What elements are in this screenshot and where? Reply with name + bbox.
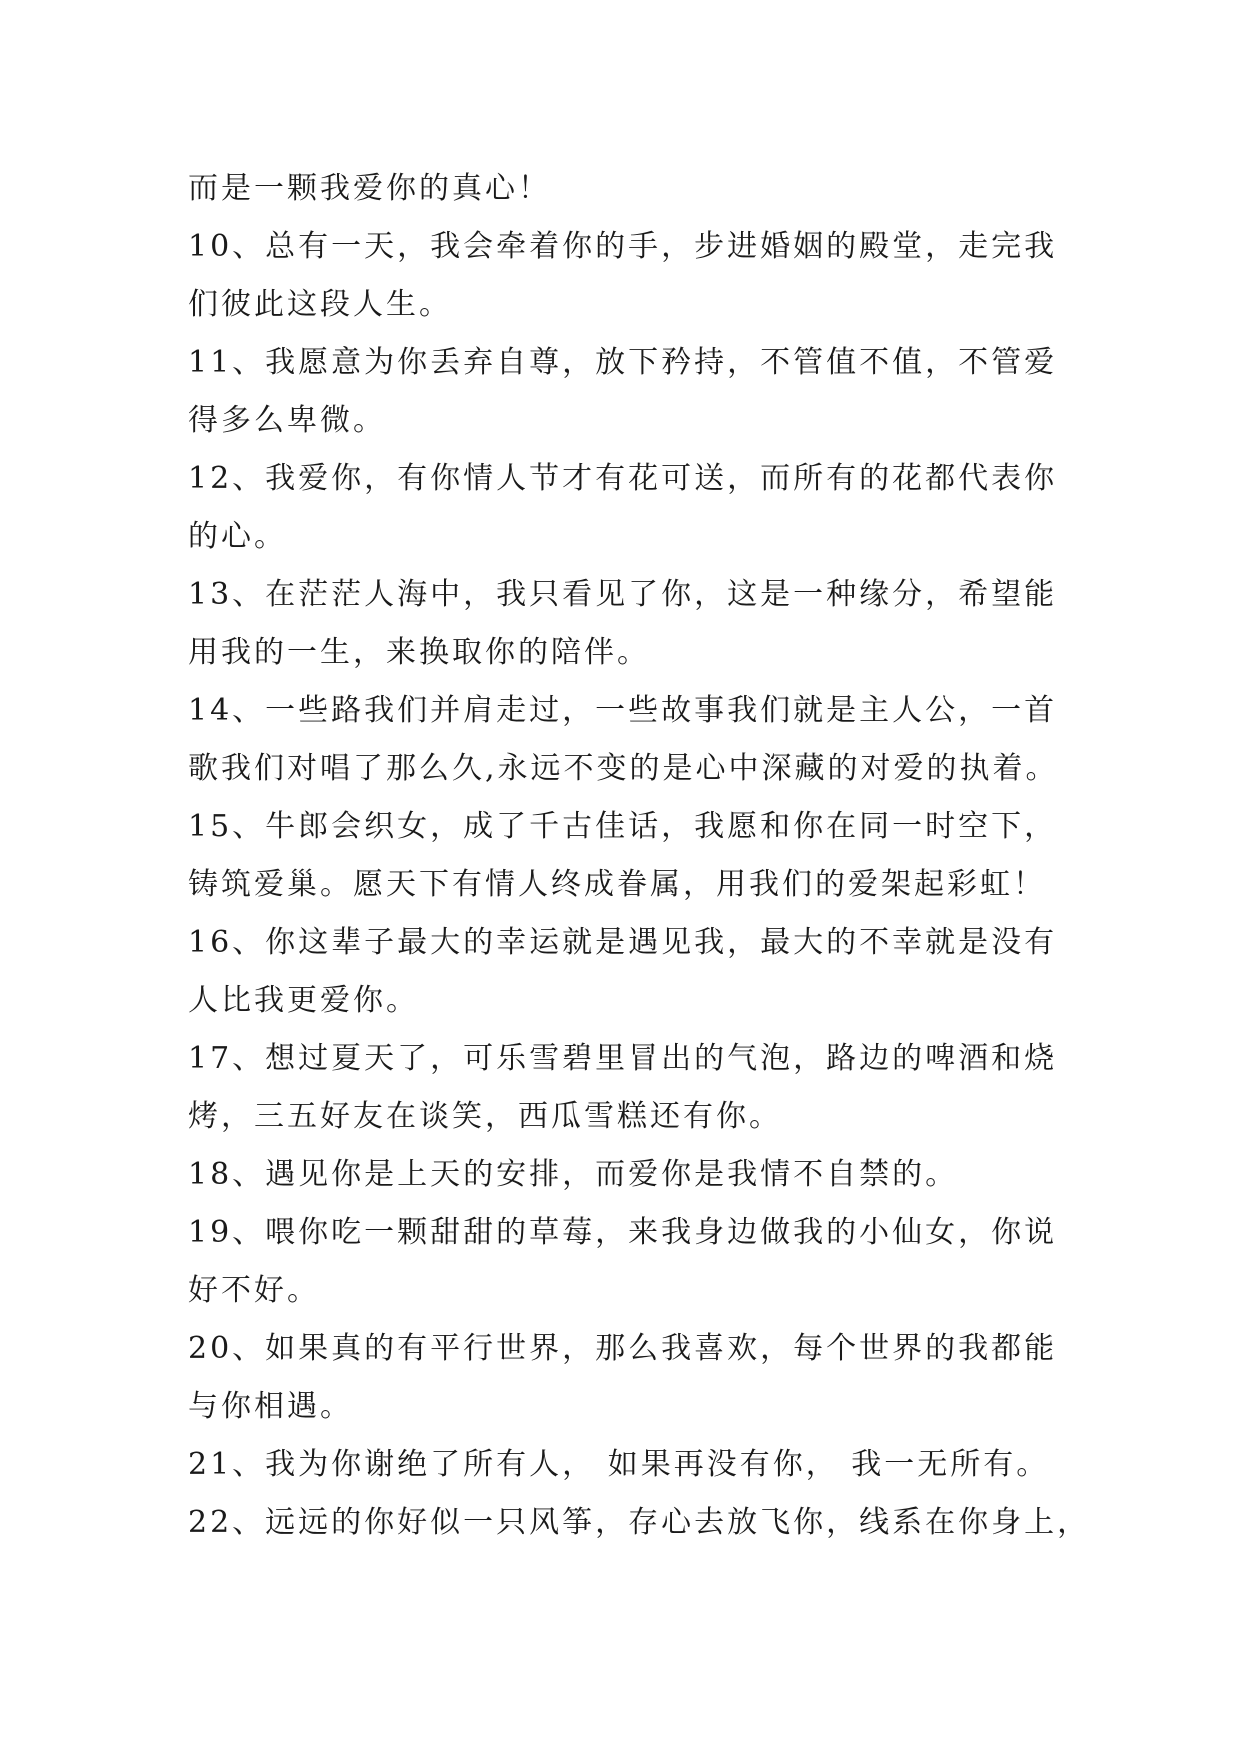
- text-line: 11、我愿意为你丢弃自尊，放下矜持，不管值不值，不管爱: [188, 345, 1058, 380]
- text-line: 19、喂你吃一颗甜甜的草莓，来我身边做我的小仙女，你说: [188, 1215, 1058, 1250]
- text-line: 人比我更爱你。: [188, 983, 419, 1018]
- text-line: 20、如果真的有平行世界，那么我喜欢，每个世界的我都能: [188, 1331, 1058, 1366]
- text-line: 10、总有一天，我会牵着你的手，步进婚姻的殿堂，走完我: [188, 229, 1058, 264]
- text-line: 好不好。: [188, 1273, 320, 1308]
- text-line: 16、你这辈子最大的幸运就是遇见我，最大的不幸就是没有: [188, 925, 1058, 960]
- text-line: 与你相遇。: [188, 1389, 353, 1424]
- document-body: [188, 160, 1091, 1552]
- text-line: 们彼此这段人生。: [188, 287, 452, 322]
- text-line: 的心。: [188, 519, 287, 554]
- text-line: 21、我为你谢绝了所有人， 如果再没有你， 我一无所有。: [188, 1447, 1050, 1482]
- text-line: 铸筑爱巢。愿天下有情人终成眷属，用我们的爱架起彩虹！: [188, 867, 1046, 902]
- text-line: 而是一颗我爱你的真心！: [188, 171, 551, 206]
- text-line: 13、在茫茫人海中，我只看见了你，这是一种缘分，希望能: [188, 577, 1058, 612]
- text-line: 22、远远的你好似一只风筝，存心去放飞你，线系在你身上，: [188, 1505, 1091, 1540]
- text-line: 12、我爱你，有你情人节才有花可送，而所有的花都代表你: [188, 461, 1058, 496]
- text-line: 用我的一生，来换取你的陪伴。: [188, 635, 650, 670]
- text-line: 18、遇见你是上天的安排，而爱你是我情不自禁的。: [188, 1157, 959, 1192]
- text-line: 15、牛郎会织女，成了千古佳话，我愿和你在同一时空下，: [188, 809, 1058, 844]
- text-line: 得多么卑微。: [188, 403, 386, 438]
- text-line: 14、一些路我们并肩走过，一些故事我们就是主人公，一首: [188, 693, 1058, 728]
- text-line: 歌我们对唱了那么久,永远不变的是心中深藏的对爱的执着。: [188, 751, 1059, 786]
- text-line: 17、想过夏天了，可乐雪碧里冒出的气泡，路边的啤酒和烧: [188, 1041, 1058, 1076]
- text-line: 烤，三五好友在谈笑，西瓜雪糕还有你。: [188, 1099, 782, 1134]
